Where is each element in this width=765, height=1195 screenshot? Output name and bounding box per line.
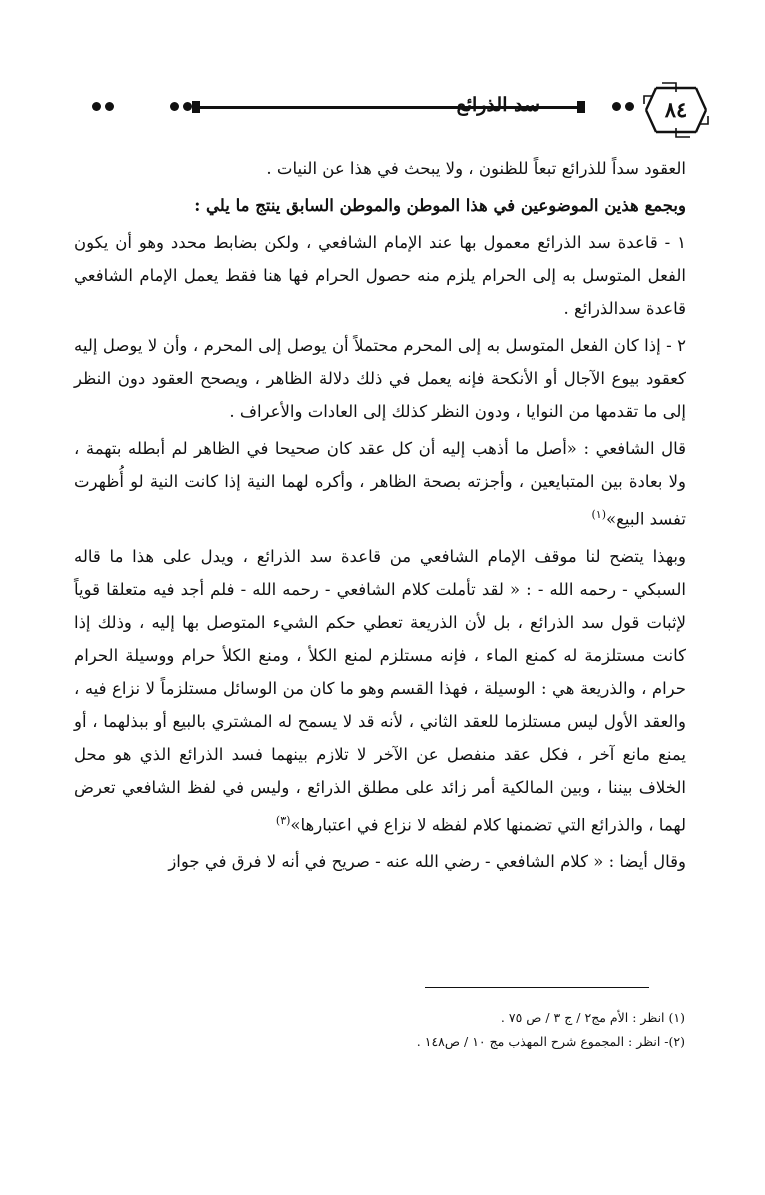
paragraph-text: وبجمع هذين الموضوعين في هذا الموطن والموطن السابق ينتج ما يلي :	[194, 196, 686, 215]
paragraph	[74, 432, 686, 536]
paragraph	[74, 152, 686, 185]
page-header	[70, 80, 710, 140]
footnote: (١) انظر : الأم مج٢ / ج ٣ / ص ٧٥ .	[500, 1010, 685, 1025]
body-text	[74, 152, 686, 882]
running-title: سد الذرائع	[456, 94, 540, 116]
header-ornament-dots-middle	[170, 102, 192, 111]
paragraph-text: العقود سداً للذرائع تبعاً للظنون ، ولا يبحث في هذا عن النيات .	[266, 159, 686, 178]
paragraph-text: وبهذا يتضح لنا موقف الإمام الشافعي من قاعدة سد الذرائع ، ويدل على هذا ما قاله السبكي - رحمه الله - : « لقد تأملت كلام الشافعي - رحمه الله - فلم أجد فيه متعلقا قوياً لإثبات قول سد الذرائع ، بل لأن الذريعة تعطي حكم الشيء المتوصل بها إليه ، وذلك إذا كانت مستلزمة له كمنع الماء ، فإنه مستلزم لمنع الكلأ ، ومنع الكلأ حرام ووسيلة الحرام حرام ، والذريعة هي : الوسيلة ، فهذا القسم وهو ما كان من الوسائل مستلزماً لا نزاع فيه ، والعقد الأول ليس مستلزما للعقد الثاني ، لأنه قد لا يسمح له المشتري بالبيع أو ببذلهما ، أو يمنع مانع آخر ، فكل عقد منفصل عن الآخر لا تلازم بينهما فسد الذرائع الذي هو محل الخلاف بيننا ، وبين المالكية أمر زائد على مطلق الذرائع ، وليس في لفظ الشافعي تعرض لهما ، والذرائع التي تضمنها كلام لفظه لا نزاع في اعتبارها»	[74, 546, 686, 834]
header-ornament-dots-left	[92, 102, 114, 111]
paragraph	[74, 845, 686, 878]
footnote-ref: (٣)	[275, 813, 291, 827]
page-number: ٨٤	[664, 97, 688, 122]
page-number-badge	[642, 80, 710, 140]
header-ornament-dots-right	[612, 102, 634, 111]
paragraph	[74, 226, 686, 325]
summary-heading	[74, 189, 686, 222]
footnote-ref: (١)	[591, 508, 606, 521]
paragraph-text: ١ - قاعدة سد الذرائع معمول بها عند الإمام الشافعي ، ولكن بضابط محدد وهو أن يكون الفعل المتوسل به إلى الحرام يلزم منه حصول الحرام فها هنا فقط يعمل الإمام الشافعي قاعدة سدالذرائع .	[74, 233, 686, 318]
footnote: (٢)- انظر : المجموع شرح المهذب مج ١٠ / ص١٤٨ .	[416, 1034, 685, 1049]
paragraph-text: قال الشافعي : «أصل ما أذهب إليه أن كل عقد كان صحيحا في الظاهر لم أبطله بتهمة ، ولا بعادة بين المتبايعين ، وأجزته بصحة الظاهر ، وأكره لهما النية إذا كانت النية لو أُظهرت تفسد البيع»	[74, 439, 686, 529]
footnote-divider	[425, 987, 649, 988]
paragraph	[74, 329, 686, 428]
paragraph-text: ٢ - إذا كان الفعل المتوسل به إلى المحرم محتملاً أن يوصل إلى المحرم ، وأن لا يوصل إليه كعقود بيوع الآجال أو الأنكحة فإنه يعمل في ذلك دلالة الظاهر ، ويصحح العقود دون النظر إلى ما تقدمها من النوايا ، ودون النظر كذلك إلى العادات والأعراف .	[74, 336, 686, 421]
footnotes	[125, 1006, 685, 1054]
paragraph-text: وقال أيضا : « كلام الشافعي - رضي الله عنه - صريح في أنه لا فرق في جواز	[168, 852, 686, 871]
header-rule-cap-right	[577, 101, 585, 113]
paragraph	[74, 540, 686, 842]
